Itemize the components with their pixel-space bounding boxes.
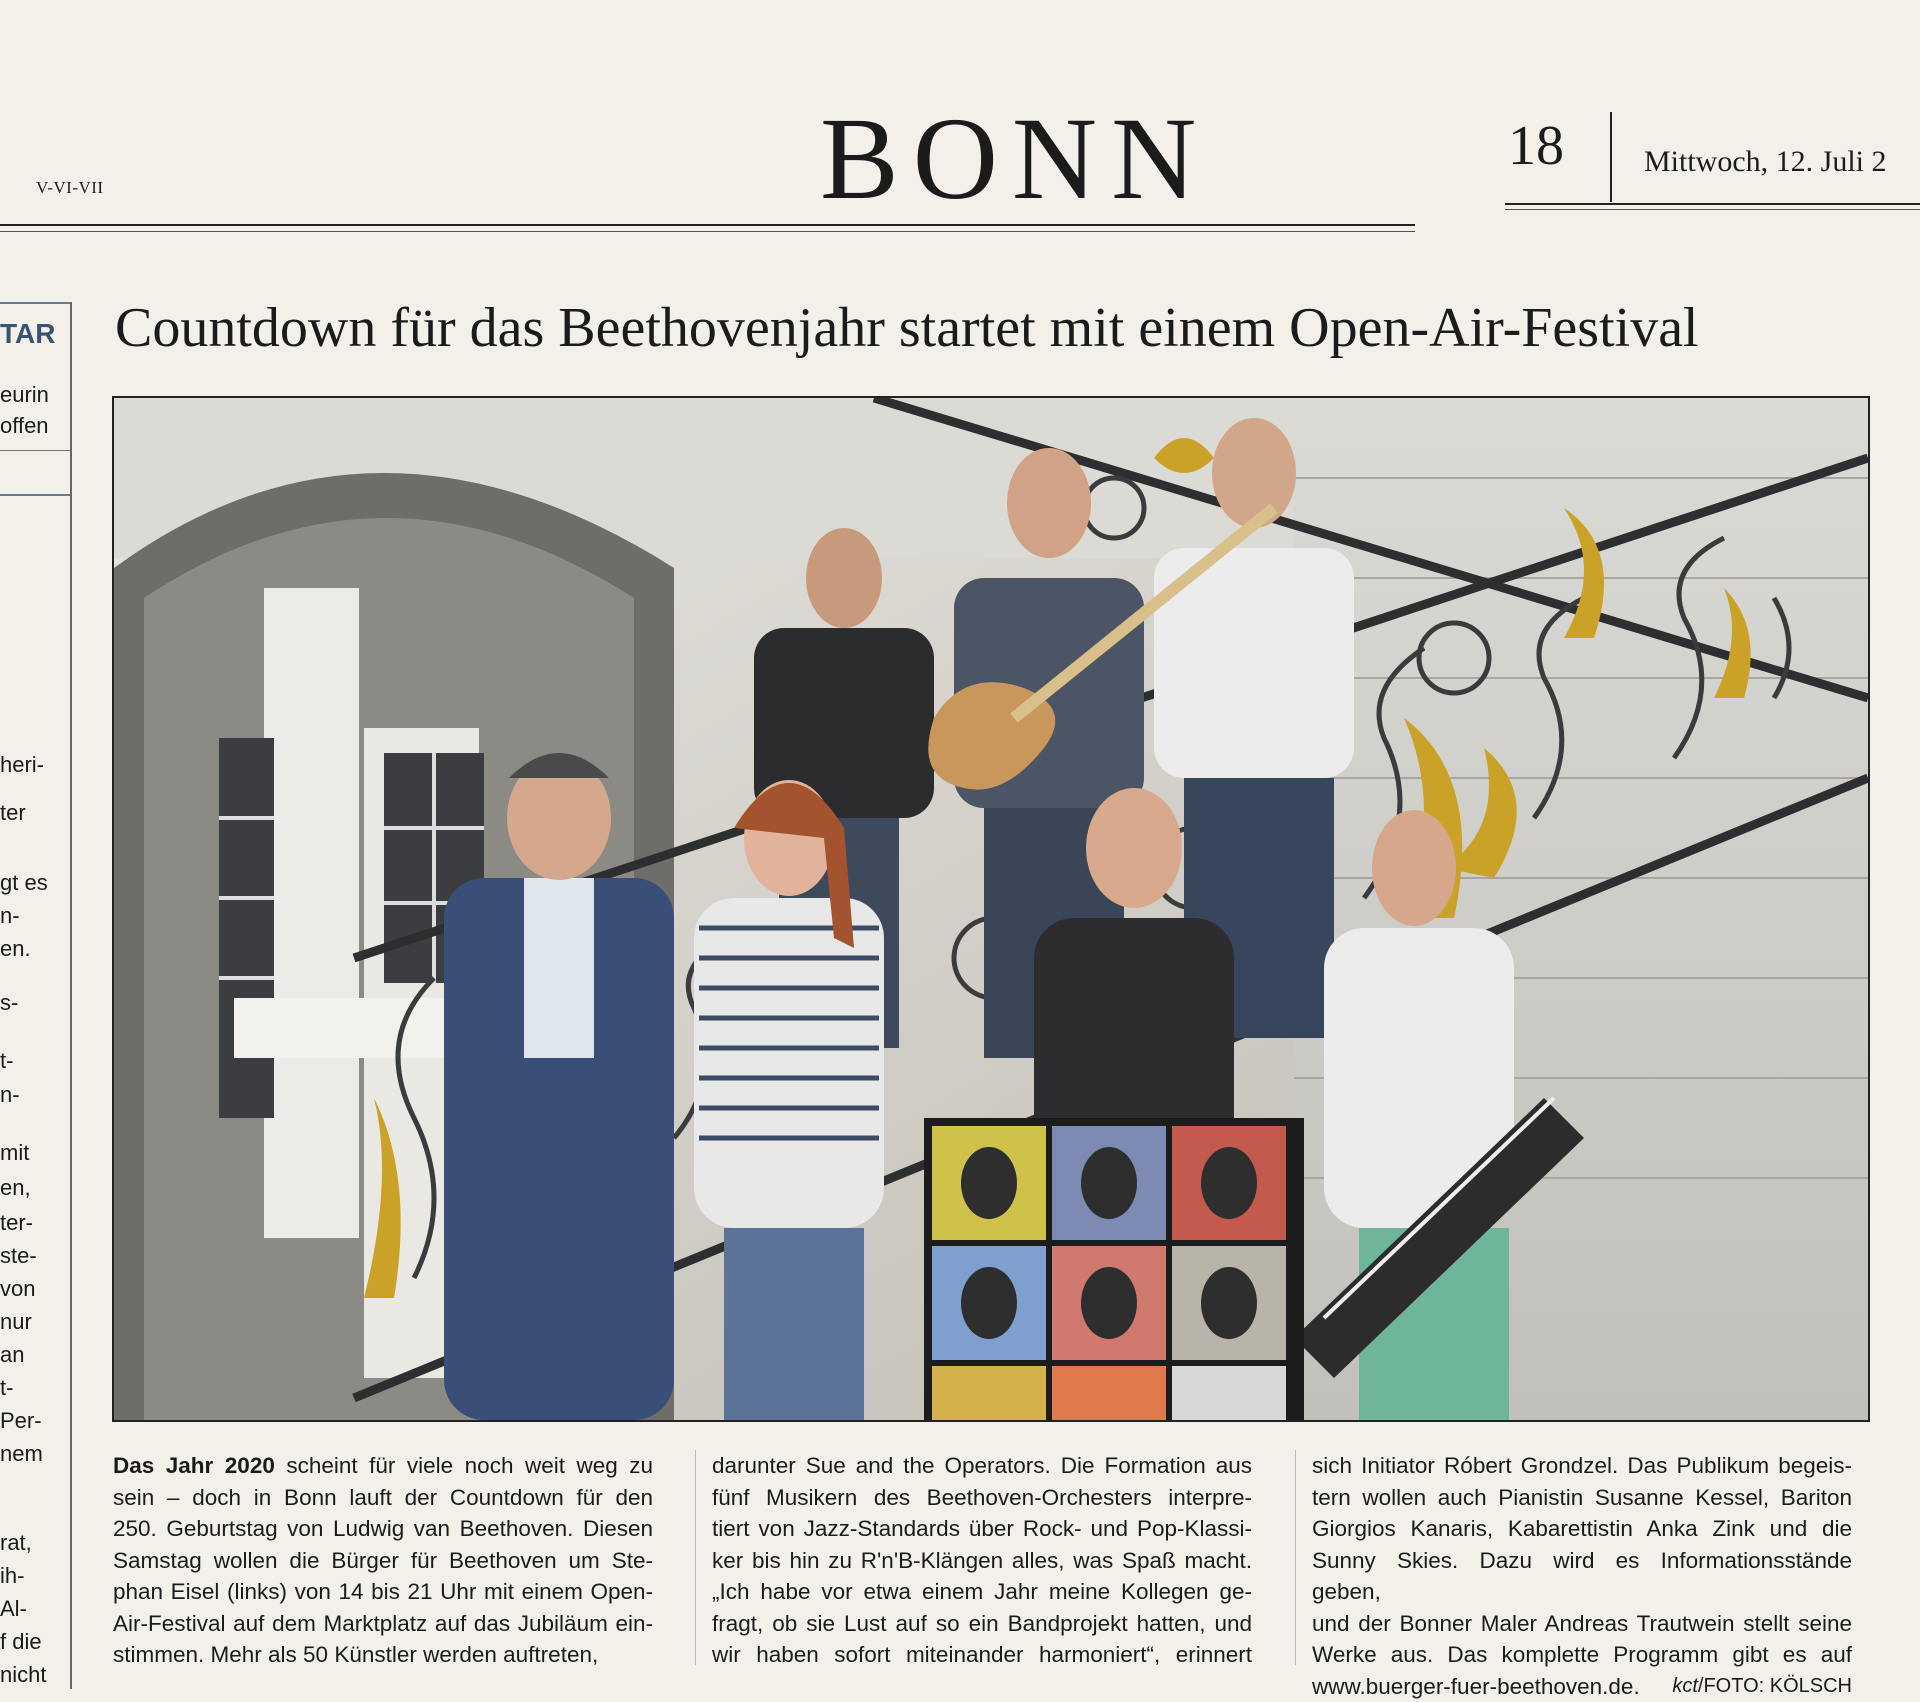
article-line: Air-Festival auf dem Marktplatz auf das Jubiläum ein- <box>113 1608 653 1640</box>
article-line: Das Jahr 2020 scheint für viele noch weit weg zu <box>113 1450 653 1482</box>
article-line: sein – doch in Bonn lauft der Countdown für den <box>113 1482 653 1514</box>
website-link[interactable]: www.buerger-fuer-beethoven.de. <box>1312 1671 1640 1702</box>
beethoven-pop-art <box>924 1118 1304 1420</box>
photo-credit: kct/FOTO: KÖLSCH <box>1672 1671 1852 1702</box>
article-line: ker bis hin zu R'n'B-Klängen alles, was Spaß macht. <box>712 1545 1252 1577</box>
article-line: Sunny Skies. Dazu wird es Informationsstände geben, <box>1312 1545 1852 1608</box>
article-line: und der Bonner Maler Andreas Trautwein stellt seine <box>1312 1608 1852 1640</box>
article-last-line <box>1312 1671 1852 1702</box>
left-fragment-text: Al- <box>0 1596 27 1622</box>
left-fragment-text: en. <box>0 936 31 962</box>
article-line: fragt, ob sie Lust auf so ein Bandprojekt hatten, und <box>712 1608 1252 1640</box>
left-box-text: offen <box>0 413 49 439</box>
left-fragment-text: f die <box>0 1629 42 1655</box>
header-rule <box>0 224 1415 226</box>
left-fragment-text: gt es <box>0 870 48 896</box>
article-line: stimmen. Mehr als 50 Künstler werden auftreten, <box>113 1639 653 1671</box>
left-fragment-text: heri- <box>0 752 44 778</box>
left-fragment-text: n- <box>0 1082 20 1108</box>
header-rule-thin <box>0 231 1415 232</box>
column-rule <box>70 302 72 1689</box>
issue-date: Mittwoch, 12. Juli 2 <box>1644 145 1887 179</box>
article-line: 250. Geburtstag von Ludwig van Beethoven. Diesen <box>113 1513 653 1545</box>
section-title: BONN <box>820 100 1210 218</box>
left-fragment-text: nur <box>0 1309 32 1335</box>
left-fragment-text: von <box>0 1276 35 1302</box>
left-fragment-text: ste- <box>0 1243 37 1269</box>
left-fragment-text: an <box>0 1342 24 1368</box>
article-line: phan Eisel (links) von 14 bis 21 Uhr mit einem Open- <box>113 1576 653 1608</box>
article-line: Samstag wollen die Bürger für Beethoven um Ste- <box>113 1545 653 1577</box>
band-photo-illustration <box>114 398 1868 1420</box>
article-lead: Das Jahr 2020 <box>113 1453 275 1478</box>
left-fragment-text: nicht <box>0 1662 46 1688</box>
date-rule-thin <box>1505 209 1920 210</box>
left-fragment-text: mit <box>0 1140 29 1166</box>
left-box-separator <box>0 450 70 451</box>
article-line: Giorgios Kanaris, Kabarettistin Anka Zink und die <box>1312 1513 1852 1545</box>
article-line: tiert von Jazz-Standards über Rock- und Pop-Klassi- <box>712 1513 1252 1545</box>
left-box-text: eurin <box>0 382 49 408</box>
left-fragment-text: nem <box>0 1441 43 1467</box>
left-fragment-text: Per- <box>0 1408 42 1434</box>
article-line: fünf Musikern des Beethoven-Orchesters interpre- <box>712 1482 1252 1514</box>
article-line: tern wollen auch Pianistin Susanne Kessel, Bariton <box>1312 1482 1852 1514</box>
left-fragment-text: s- <box>0 990 18 1016</box>
article-line: sich Initiator Róbert Grondzel. Das Publikum begeis- <box>1312 1450 1852 1482</box>
left-fragment-text: rat, <box>0 1530 32 1556</box>
left-fragment-text: ter- <box>0 1210 33 1236</box>
column-rule <box>1295 1450 1296 1665</box>
article-headline: Countdown für das Beethovenjahr startet mit einem Open-Air-Festival <box>115 298 1699 360</box>
left-fragment-text: t- <box>0 1375 13 1401</box>
page-number: 18 <box>1508 118 1564 174</box>
article-line: „Ich habe vor etwa einem Jahr meine Kollegen ge- <box>712 1576 1252 1608</box>
left-fragment-text: t- <box>0 1048 13 1074</box>
article-line: darunter Sue and the Operators. Die Formation aus <box>712 1450 1252 1482</box>
column-rule <box>695 1450 696 1665</box>
article-line: Werke aus. Das komplette Programm gibt es auf <box>1312 1639 1852 1671</box>
left-box-label: TAR <box>0 318 55 350</box>
article-column-1 <box>113 1450 653 1671</box>
header-divider <box>1610 112 1612 202</box>
article-photo <box>112 396 1870 1422</box>
left-fragment-text: ter <box>0 800 26 826</box>
left-fragment-text: ih- <box>0 1563 24 1589</box>
article-line: wir haben sofort miteinander harmoniert“, erinnert <box>712 1639 1252 1671</box>
section-code: V-VI-VII <box>36 178 104 198</box>
left-fragment-text: en, <box>0 1175 31 1201</box>
article-column-3 <box>1312 1450 1852 1702</box>
article-column-2 <box>712 1450 1252 1671</box>
date-rule <box>1505 203 1920 205</box>
left-fragment-text: n- <box>0 903 20 929</box>
